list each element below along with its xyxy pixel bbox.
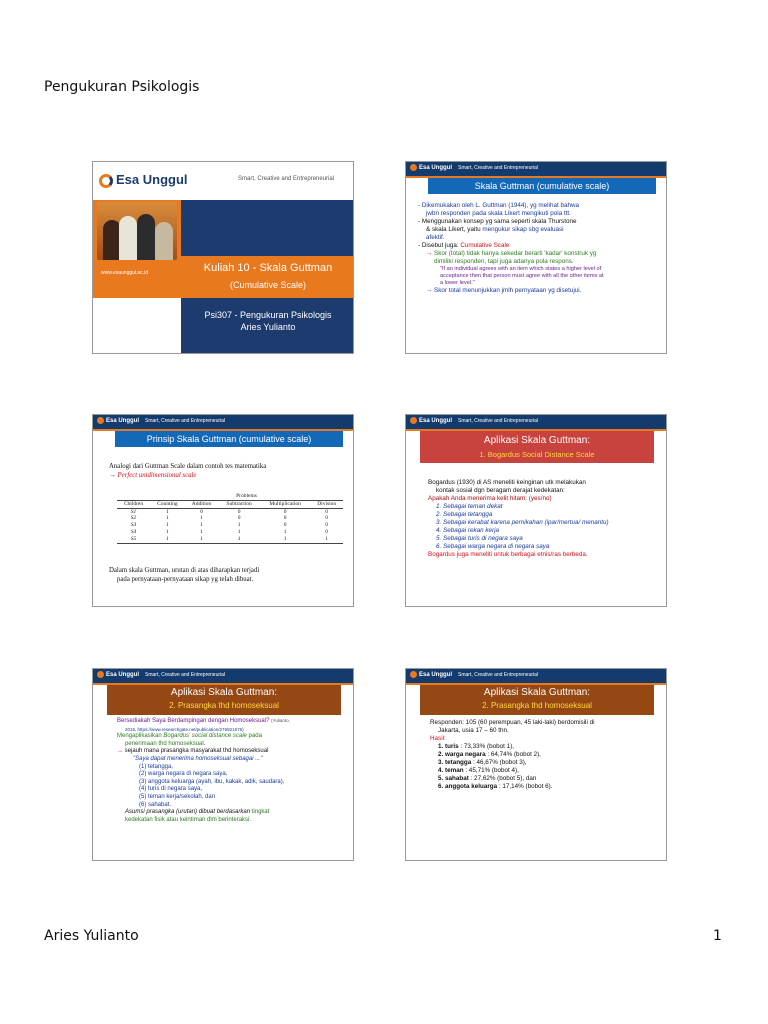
table-row bbox=[117, 522, 343, 529]
logo-swoosh-icon bbox=[99, 174, 113, 188]
white-corner bbox=[93, 298, 181, 354]
table-header-cell: Counting bbox=[150, 500, 185, 508]
result-item: 5. sahabat : 27,62% (bobot 5), dan bbox=[438, 775, 537, 782]
table-cell: 1 bbox=[166, 522, 169, 529]
result-item: 4. teman : 45,71% (bobot 4), bbox=[438, 767, 519, 774]
result-item: 6. anggota keluarga : 17,14% (bobot 6). bbox=[438, 783, 553, 790]
slide-body: Bogardus (1930) di AS meneliti keinginan utk melakukan kontak sosial dgn beragam derajat kedekatan: Apakah Anda menerima kelit hitam: (yes/no) 1. Sebagai teman dekat 2. Sebagai tetangga 3. Sebagai kerabat karena pernikahan (ipar/mertua/ menantu) 4. Sebagai rekan kerja 5. Sebagai turis di negara saya 6. Sebagai warga negara di negara saya Bogardus juga meneliti untuk berbagai etnis/ras berbeda. bbox=[428, 479, 609, 558]
table-row bbox=[117, 515, 343, 522]
esa-unggul-logo: Esa Unggul bbox=[97, 417, 139, 424]
table-cell: 1 bbox=[200, 528, 203, 535]
website-url: www.esaunggul.ac.id bbox=[101, 270, 148, 276]
esa-unggul-logo: Esa Unggul bbox=[410, 164, 452, 171]
table-row bbox=[117, 508, 343, 515]
slide-6-results bbox=[405, 668, 667, 861]
slide-subtitle: (Cumulative Scale) bbox=[229, 280, 307, 290]
logo-dot-icon bbox=[410, 417, 417, 424]
esa-unggul-logo: Esa Unggul bbox=[410, 671, 452, 678]
result-item: 3. tetangga : 46,67% (bobot 3), bbox=[438, 759, 527, 766]
students-photo bbox=[97, 202, 177, 260]
logo-dot-icon bbox=[97, 671, 104, 678]
table-cell: 0 bbox=[237, 508, 241, 515]
table-header-cell: Division bbox=[310, 500, 343, 508]
table-cell: S2 bbox=[130, 515, 137, 522]
table-cell: 0 bbox=[325, 508, 329, 515]
esa-unggul-logo: Esa Unggul bbox=[410, 417, 452, 424]
table-row bbox=[117, 536, 343, 543]
table-cell: S5 bbox=[117, 536, 150, 543]
table-cell: 1 bbox=[283, 528, 287, 535]
table-header-cell: Subtraction bbox=[218, 500, 260, 508]
slide-title: Aplikasi Skala Guttman: bbox=[170, 687, 278, 698]
table-cell: 1 bbox=[218, 536, 260, 543]
table-cell: 1 bbox=[185, 536, 218, 543]
slide-body: Responden: 105 (60 perempuan, 45 laki-laki) berdomisili di Jakarta, usia 17 – 60 thn. Hasil: 1. turis : 73,33% (bobot 1), 2. warga negara : 64,74% (bobot 2), 3. tetangga : 46,67% (bobot 3), 4. teman : 45,71% (bobot 4), 5. sahabat : 27,62% (bobot 5), dan 6. anggota keluarga : 17,14% (bobot 6). bbox=[430, 719, 664, 791]
slide-title: Aplikasi Skala Guttman: bbox=[483, 435, 591, 446]
slide-tagline: Smart, Creative and Entrepreneurial bbox=[238, 176, 335, 182]
table-cell: 0 bbox=[325, 528, 329, 535]
page-header: Pengukuran Psikologis bbox=[44, 79, 200, 95]
table-cell: 1 bbox=[166, 515, 169, 522]
slide-1-title bbox=[92, 161, 354, 354]
slide-tagline: Smart, Creative and Entrepreneurial bbox=[145, 418, 226, 424]
table-cell: 1 bbox=[237, 528, 241, 535]
table-header-cell: Multiplication bbox=[260, 500, 310, 508]
table-cell: S1 bbox=[130, 508, 137, 515]
slide-topbar bbox=[406, 669, 666, 683]
table-cell: 1 bbox=[310, 536, 343, 543]
table-group-header: Problems bbox=[236, 493, 257, 499]
logo-dot-icon bbox=[410, 671, 417, 678]
slide-topbar bbox=[93, 669, 353, 683]
table-cell: 0 bbox=[283, 522, 287, 529]
logo-dot-icon bbox=[97, 417, 104, 424]
slide-body: Bersediakah Saya Berdampingan dengan Homoseksual? (Yulianto, 2015, https://www.researchgate.net/publication/276921576) Mengaplikasikan Bogardus' social distance scale pada penerimaan thd homoseksual. → sejauh mana prasangka masyarakat thd homoseksual "Saya dapat menerima homoseksual sebagai ..." (1) tetangga, (2) warga negara di negara saya, (3) anggota keluarga (ayah, ibu, kakak, adik, saudara), (4) turis di negara saya, (5) teman kerja/sekolah, dan (6) sahabat. Asumsi prasangka (urutan) dibuat berdasarkan tingkat kedekatan fisik atau keintiman dlm berinteraksi. bbox=[117, 718, 290, 823]
table-cell: 0 bbox=[283, 508, 287, 515]
esa-unggul-logo: Esa Unggul bbox=[97, 671, 139, 678]
page-number: 1 bbox=[713, 928, 722, 944]
course-info: Psi307 - Pengukuran Psikologis Aries Yulianto bbox=[204, 310, 332, 332]
table-cell: 1 bbox=[200, 522, 203, 529]
slide-tagline: Smart, Creative and Entrepreneurial bbox=[145, 672, 226, 678]
result-item: 2. warga negara : 64,74% (bobot 2), bbox=[438, 751, 541, 758]
table-cell: 0 bbox=[237, 515, 241, 522]
slide-subtitle: 2. Prasangka thd homoseksual bbox=[482, 701, 592, 710]
slide-title: Skala Guttman (cumulative scale) bbox=[428, 178, 656, 194]
slide-conclusion: Dalam skala Guttman, urutan di atas diharapkan terjadi pada pernyataan-pernyataan sikap yg telah dibuat. bbox=[109, 567, 260, 583]
slide-body: - Dikemukakan oleh L. Guttman (1944), yg melihat bahwa jwbn responden pada skala Likert mengikuti pola ttt. - Menggunakan konsep yg sama seperti skala Thurstone & skala Likert, yaitu mengukur sikap sbg evaluasi afektif. - Disebut juga: Cumulative Scale → Skor (total) tidak hanya sekedar berarti 'kadar' konstruk yg dimiliki responden, tapi juga adanya pola respons. "If an individual agrees with an item which states a higher level of acceptance then that person must agree with all the other items at a lower level." → Skor total menunjukkan jmlh pernyataan yg disetujui. bbox=[418, 202, 604, 294]
table-cell: 0 bbox=[325, 515, 329, 522]
slide-2-cumulative-scale bbox=[405, 161, 667, 354]
slide-topbar bbox=[406, 415, 666, 429]
table-row bbox=[117, 529, 343, 536]
table-cell: 1 bbox=[237, 522, 241, 529]
table-cell: S4 bbox=[130, 528, 137, 535]
table-cell: 1 bbox=[166, 508, 169, 515]
table-cell: 1 bbox=[200, 515, 203, 522]
arrow-right-icon: → bbox=[109, 471, 118, 479]
table-cell: S3 bbox=[130, 522, 137, 529]
slide-3-principle bbox=[92, 414, 354, 607]
slide-tagline: Smart, Creative and Entrepreneurial bbox=[458, 165, 539, 171]
table-header-cell: Addition bbox=[185, 500, 218, 508]
slide-title: Aplikasi Skala Guttman: bbox=[483, 687, 591, 698]
slide-subtitle: 1. Bogardus Social Distance Scale bbox=[479, 450, 595, 459]
table-cell: 0 bbox=[200, 508, 203, 515]
table-cell: 0 bbox=[325, 522, 329, 529]
footer-author: Aries Yulianto bbox=[44, 928, 139, 944]
slide-intro: Analogi dari Guttman Scale dalam contoh tes matematika → Perfect unidimensional scale bbox=[109, 463, 267, 479]
slide-title: Kuliah 10 - Skala Guttman bbox=[203, 262, 333, 274]
slide-tagline: Smart, Creative and Entrepreneurial bbox=[458, 672, 539, 678]
table-cell: 1 bbox=[166, 528, 169, 535]
esa-unggul-logo: Esa Unggul bbox=[99, 172, 188, 188]
table-header-cell: Children bbox=[117, 500, 150, 508]
slide-tagline: Smart, Creative and Entrepreneurial bbox=[458, 418, 539, 424]
arrow-right-icon: → bbox=[426, 287, 435, 294]
slide-title: Prinsip Skala Guttman (cumulative scale) bbox=[115, 431, 343, 447]
arrow-right-icon: → bbox=[426, 250, 435, 257]
arrow-right-icon: → bbox=[117, 748, 125, 755]
slide-subtitle: 2. Prasangka thd homoseksual bbox=[169, 701, 279, 710]
slide-4-bogardus bbox=[405, 414, 667, 607]
guttman-table bbox=[117, 493, 343, 544]
result-item: 1. turis : 73,33% (bobot 1), bbox=[438, 743, 514, 750]
table-cell: 1 bbox=[260, 536, 310, 543]
logo-dot-icon bbox=[410, 164, 417, 171]
slide-5-homosexual-prejudice bbox=[92, 668, 354, 861]
slide-topbar bbox=[406, 162, 666, 176]
table-cell: 1 bbox=[150, 536, 185, 543]
slide-topbar bbox=[93, 415, 353, 429]
table-cell: 0 bbox=[283, 515, 287, 522]
